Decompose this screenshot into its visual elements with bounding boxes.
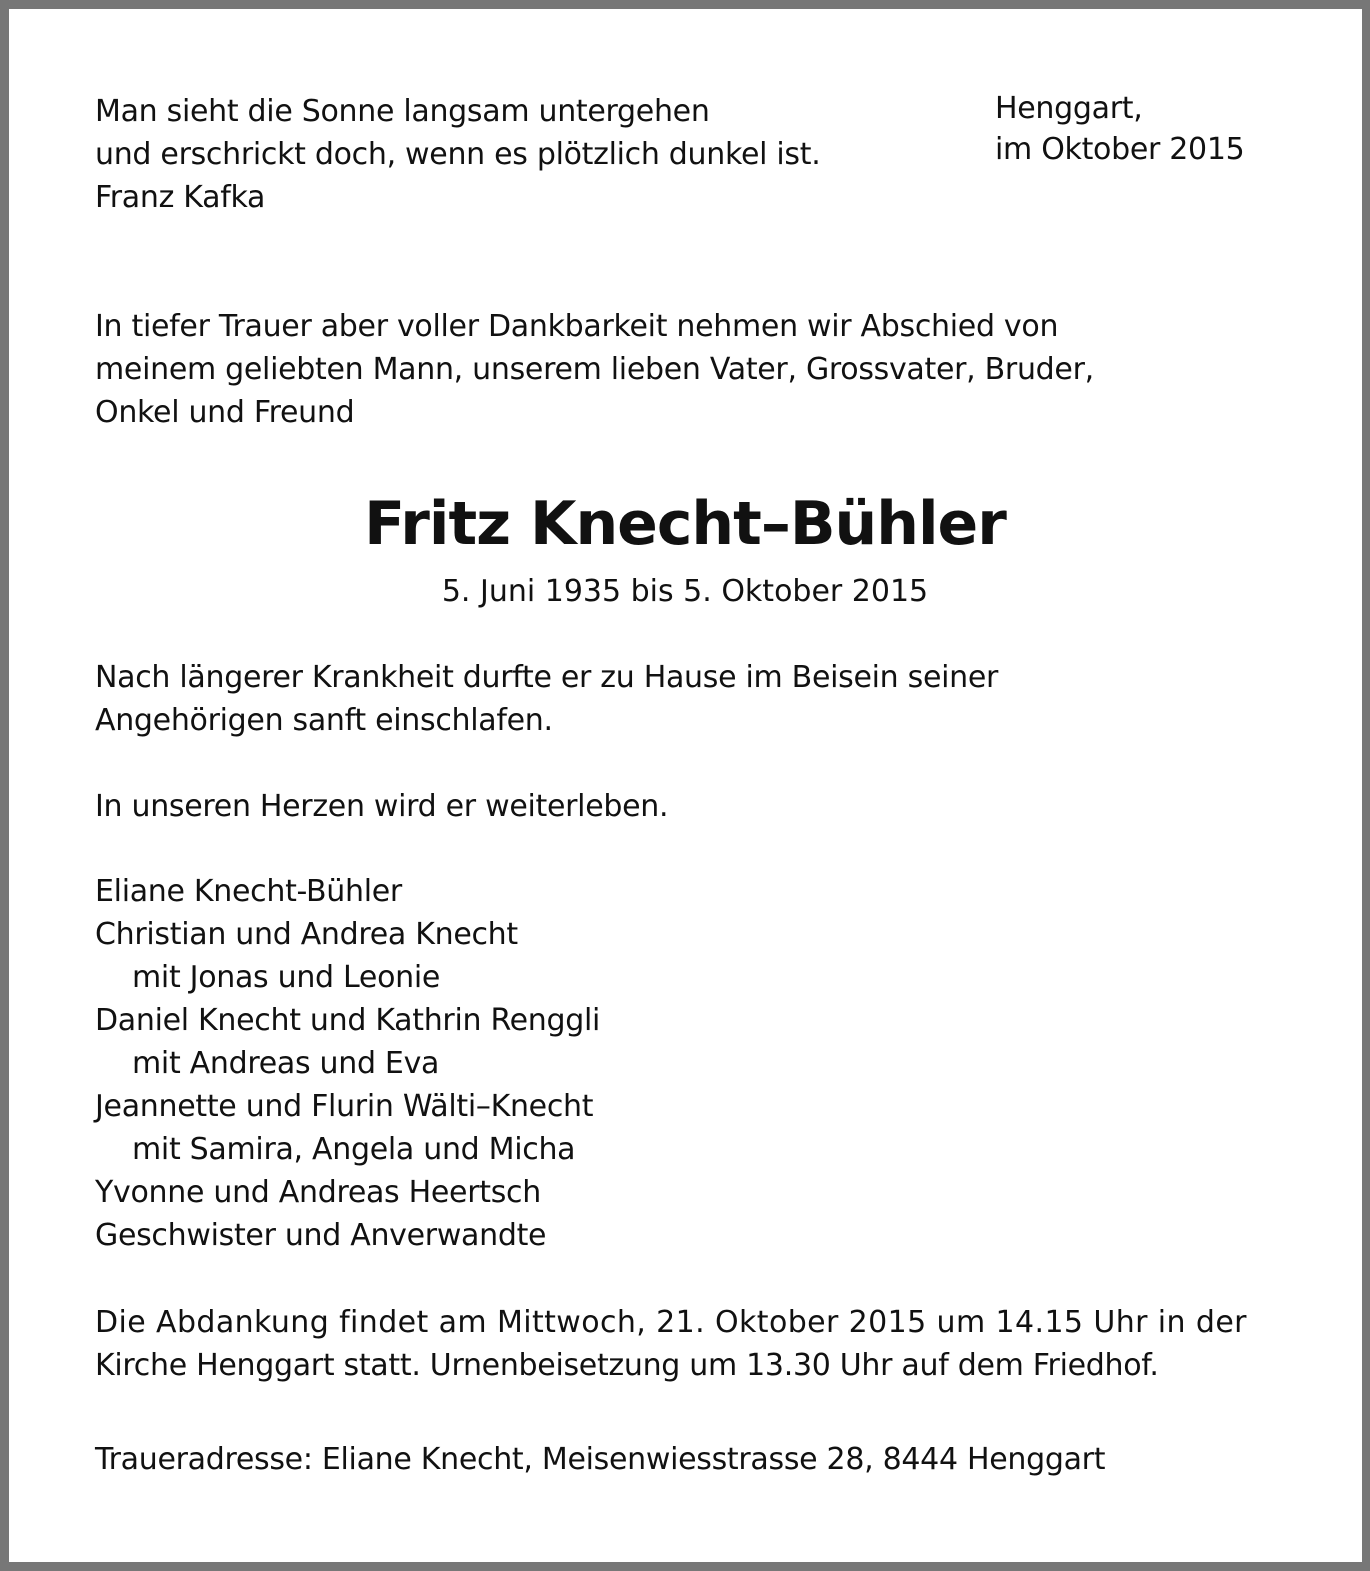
mourner: Jeannette und Flurin Wälti–Knecht xyxy=(95,1089,594,1124)
mourner: Daniel Knecht und Kathrin Renggli xyxy=(95,1003,601,1038)
passing-line: Angehörigen sanft einschlafen. xyxy=(95,703,553,738)
intro-line: meinem geliebten Mann, unserem lieben Vater, Grossvater, Bruder, xyxy=(95,352,1094,387)
service-line: Die Abdankung findet am Mittwoch, 21. Oktober 2015 um 14.15 Uhr in der xyxy=(95,1305,1247,1340)
quote-line: Man sieht die Sonne langsam untergehen xyxy=(95,94,710,129)
intro-line: Onkel und Freund xyxy=(95,395,355,430)
service-info xyxy=(95,1301,1247,1387)
quote xyxy=(95,90,820,219)
deceased-name: Fritz Knecht–Bühler xyxy=(364,489,1006,559)
life-dates: 5. Juni 1935 bis 5. Oktober 2015 xyxy=(441,574,929,609)
mourner-children: mit Samira, Angela und Micha xyxy=(132,1132,576,1167)
passing-text xyxy=(95,656,998,742)
date: im Oktober 2015 xyxy=(995,132,1245,167)
mourner-children: mit Jonas und Leonie xyxy=(132,960,441,995)
intro-line: In tiefer Trauer aber voller Dankbarkeit nehmen wir Abschied von xyxy=(95,309,1059,344)
mourners-list xyxy=(95,870,600,1257)
mourner: Eliane Knecht-Bühler xyxy=(95,874,402,909)
mourning-address: Traueradresse: Eliane Knecht, Meisenwiesstrasse 28, 8444 Henggart xyxy=(95,1442,1106,1477)
mourner: Geschwister und Anverwandte xyxy=(95,1218,547,1253)
mourner-children: mit Andreas und Eva xyxy=(132,1046,440,1081)
remembrance-text: In unseren Herzen wird er weiterleben. xyxy=(95,789,669,824)
place-date xyxy=(995,88,1244,170)
quote-author: Franz Kafka xyxy=(95,180,266,215)
mourner: Yvonne und Andreas Heertsch xyxy=(95,1175,541,1210)
service-line: Kirche Henggart statt. Urnenbeisetzung um 13.30 Uhr auf dem Friedhof. xyxy=(95,1348,1159,1383)
place: Henggart, xyxy=(995,91,1143,126)
mourner: Christian und Andrea Knecht xyxy=(95,917,518,952)
intro-text xyxy=(95,305,1094,434)
passing-line: Nach längerer Krankheit durfte er zu Hause im Beisein seiner xyxy=(95,660,999,695)
quote-line: und erschrickt doch, wenn es plötzlich dunkel ist. xyxy=(95,137,821,172)
